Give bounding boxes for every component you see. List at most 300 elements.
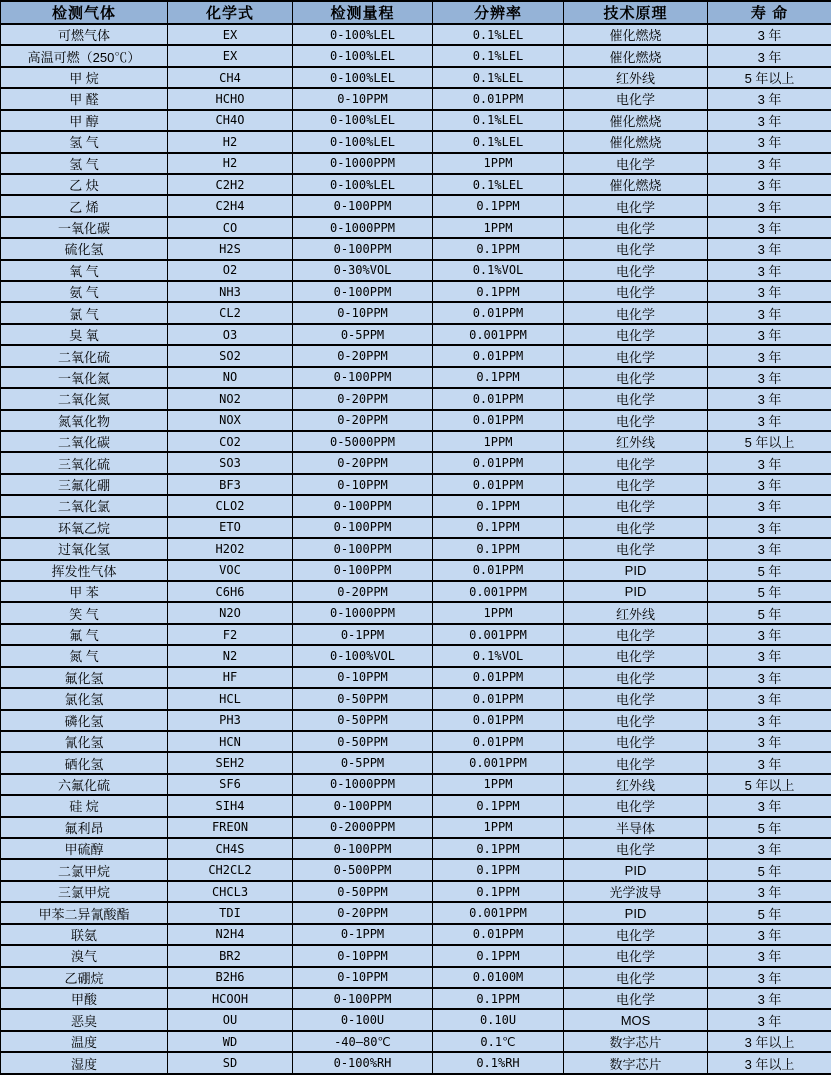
- detection-range-cell: 0-10PPM: [293, 302, 433, 323]
- table-row: [1, 538, 831, 559]
- detection-range-cell: 0-1PPM: [293, 924, 433, 945]
- gas-name-cell: 二氧化氯: [1, 495, 168, 516]
- chemical-formula-cell: H2: [168, 131, 293, 152]
- table-row: [1, 217, 831, 238]
- gas-name-cell: 一氧化氮: [1, 367, 168, 388]
- table-row: [1, 345, 831, 366]
- resolution-cell: 0.01PPM: [433, 388, 564, 409]
- gas-name-cell: 甲 苯: [1, 581, 168, 602]
- table-row: [1, 581, 831, 602]
- table-row: [1, 1031, 831, 1052]
- technology-principle-cell: 数字芯片: [564, 1052, 708, 1074]
- resolution-cell: 0.1PPM: [433, 238, 564, 259]
- table-row: [1, 388, 831, 409]
- table-row: [1, 131, 831, 152]
- gas-name-cell: 可燃气体: [1, 24, 168, 45]
- resolution-cell: 0.1PPM: [433, 881, 564, 902]
- technology-principle-cell: 电化学: [564, 388, 708, 409]
- detection-range-cell: 0-2000PPM: [293, 817, 433, 838]
- lifespan-cell: 3 年: [708, 24, 831, 45]
- resolution-cell: 0.1%LEL: [433, 131, 564, 152]
- technology-principle-cell: 数字芯片: [564, 1031, 708, 1052]
- chemical-formula-cell: NH3: [168, 281, 293, 302]
- detection-range-cell: 0-10PPM: [293, 667, 433, 688]
- lifespan-cell: 3 年: [708, 153, 831, 174]
- lifespan-cell: 3 年: [708, 795, 831, 816]
- lifespan-cell: 5 年: [708, 902, 831, 923]
- detection-range-cell: 0-100PPM: [293, 517, 433, 538]
- gas-name-cell: 环氧乙烷: [1, 517, 168, 538]
- technology-principle-cell: 电化学: [564, 967, 708, 988]
- lifespan-cell: 3 年: [708, 667, 831, 688]
- technology-principle-cell: 电化学: [564, 217, 708, 238]
- chemical-formula-cell: H2S: [168, 238, 293, 259]
- gas-name-cell: 过氧化氢: [1, 538, 168, 559]
- detection-range-cell: 0-100PPM: [293, 838, 433, 859]
- table-row: [1, 517, 831, 538]
- detection-range-cell: 0-5PPM: [293, 752, 433, 773]
- technology-principle-cell: PID: [564, 581, 708, 602]
- gas-name-cell: 三氟化硼: [1, 474, 168, 495]
- resolution-cell: 0.01PPM: [433, 667, 564, 688]
- chemical-formula-cell: CHCL3: [168, 881, 293, 902]
- resolution-cell: 0.1%LEL: [433, 45, 564, 66]
- detection-range-cell: 0-1000PPM: [293, 217, 433, 238]
- lifespan-cell: 3 年: [708, 838, 831, 859]
- table-row: [1, 1009, 831, 1030]
- resolution-cell: 0.1PPM: [433, 795, 564, 816]
- technology-principle-cell: 红外线: [564, 602, 708, 623]
- technology-principle-cell: 红外线: [564, 431, 708, 452]
- gas-name-cell: 二氧化碳: [1, 431, 168, 452]
- chemical-formula-cell: OU: [168, 1009, 293, 1030]
- gas-name-cell: 六氟化硫: [1, 774, 168, 795]
- chemical-formula-cell: HCOOH: [168, 988, 293, 1009]
- technology-principle-cell: MOS: [564, 1009, 708, 1030]
- chemical-formula-cell: FREON: [168, 817, 293, 838]
- chemical-formula-cell: CH4O: [168, 110, 293, 131]
- gas-name-cell: 臭 氧: [1, 324, 168, 345]
- table-row: [1, 795, 831, 816]
- resolution-cell: 0.1%VOL: [433, 645, 564, 666]
- technology-principle-cell: PID: [564, 560, 708, 581]
- gas-name-cell: 笑 气: [1, 602, 168, 623]
- resolution-cell: 0.01PPM: [433, 474, 564, 495]
- lifespan-cell: 3 年: [708, 260, 831, 281]
- chemical-formula-cell: N2: [168, 645, 293, 666]
- gas-name-cell: 甲 烷: [1, 67, 168, 88]
- table-row: [1, 24, 831, 45]
- resolution-cell: 0.01PPM: [433, 560, 564, 581]
- lifespan-cell: 3 年: [708, 731, 831, 752]
- chemical-formula-cell: F2: [168, 624, 293, 645]
- resolution-cell: 0.001PPM: [433, 324, 564, 345]
- table-row: [1, 45, 831, 66]
- table-row: [1, 260, 831, 281]
- technology-principle-cell: 电化学: [564, 988, 708, 1009]
- chemical-formula-cell: C2H4: [168, 195, 293, 216]
- lifespan-cell: 3 年: [708, 302, 831, 323]
- detection-range-cell: -40—80℃: [293, 1031, 433, 1052]
- detection-range-cell: 0-1000PPM: [293, 774, 433, 795]
- gas-name-cell: 氢 气: [1, 131, 168, 152]
- detection-range-cell: 0-50PPM: [293, 710, 433, 731]
- resolution-cell: 0.1%LEL: [433, 174, 564, 195]
- lifespan-cell: 3 年: [708, 495, 831, 516]
- gas-name-cell: 氟利昂: [1, 817, 168, 838]
- table-row: [1, 367, 831, 388]
- detection-range-cell: 0-10PPM: [293, 88, 433, 109]
- detection-range-cell: 0-5000PPM: [293, 431, 433, 452]
- chemical-formula-cell: SO3: [168, 452, 293, 473]
- lifespan-cell: 3 年: [708, 88, 831, 109]
- detection-range-cell: 0-100PPM: [293, 538, 433, 559]
- technology-principle-cell: 催化燃烧: [564, 131, 708, 152]
- table-row: [1, 153, 831, 174]
- chemical-formula-cell: NO: [168, 367, 293, 388]
- gas-name-cell: 溴气: [1, 945, 168, 966]
- lifespan-cell: 3 年: [708, 174, 831, 195]
- gas-name-cell: 氯化氢: [1, 688, 168, 709]
- column-header-formula: 化学式: [168, 1, 293, 24]
- table-row: [1, 924, 831, 945]
- chemical-formula-cell: N2H4: [168, 924, 293, 945]
- technology-principle-cell: 电化学: [564, 838, 708, 859]
- lifespan-cell: 3 年: [708, 945, 831, 966]
- table-row: [1, 967, 831, 988]
- lifespan-cell: 5 年: [708, 817, 831, 838]
- lifespan-cell: 5 年: [708, 859, 831, 880]
- detection-range-cell: 0-50PPM: [293, 688, 433, 709]
- detection-range-cell: 0-20PPM: [293, 902, 433, 923]
- gas-name-cell: 乙 烯: [1, 195, 168, 216]
- table-row: [1, 410, 831, 431]
- detection-range-cell: 0-20PPM: [293, 388, 433, 409]
- detection-range-cell: 0-100%LEL: [293, 174, 433, 195]
- gas-name-cell: 一氧化碳: [1, 217, 168, 238]
- table-body: [1, 24, 831, 1074]
- technology-principle-cell: 电化学: [564, 281, 708, 302]
- chemical-formula-cell: VOC: [168, 560, 293, 581]
- technology-principle-cell: 电化学: [564, 302, 708, 323]
- resolution-cell: 0.1PPM: [433, 538, 564, 559]
- technology-principle-cell: PID: [564, 902, 708, 923]
- detection-range-cell: 0-50PPM: [293, 881, 433, 902]
- detection-range-cell: 0-10PPM: [293, 945, 433, 966]
- table-row: [1, 560, 831, 581]
- table-row: [1, 945, 831, 966]
- technology-principle-cell: 电化学: [564, 517, 708, 538]
- resolution-cell: 0.1PPM: [433, 988, 564, 1009]
- chemical-formula-cell: CH4: [168, 67, 293, 88]
- chemical-formula-cell: TDI: [168, 902, 293, 923]
- table-row: [1, 110, 831, 131]
- detection-range-cell: 0-100PPM: [293, 238, 433, 259]
- technology-principle-cell: 电化学: [564, 710, 708, 731]
- resolution-cell: 1PPM: [433, 431, 564, 452]
- chemical-formula-cell: NO2: [168, 388, 293, 409]
- lifespan-cell: 3 年: [708, 1009, 831, 1030]
- table-row: [1, 195, 831, 216]
- chemical-formula-cell: O2: [168, 260, 293, 281]
- resolution-cell: 0.1PPM: [433, 495, 564, 516]
- gas-name-cell: 甲 醛: [1, 88, 168, 109]
- lifespan-cell: 3 年: [708, 752, 831, 773]
- column-header-range: 检测量程: [293, 1, 433, 24]
- resolution-cell: 0.1℃: [433, 1031, 564, 1052]
- chemical-formula-cell: HF: [168, 667, 293, 688]
- resolution-cell: 0.1PPM: [433, 838, 564, 859]
- technology-principle-cell: 光学波导: [564, 881, 708, 902]
- gas-name-cell: 甲 醇: [1, 110, 168, 131]
- gas-name-cell: 磷化氢: [1, 710, 168, 731]
- table-row: [1, 602, 831, 623]
- chemical-formula-cell: ETO: [168, 517, 293, 538]
- resolution-cell: 0.01PPM: [433, 924, 564, 945]
- resolution-cell: 0.0100M: [433, 967, 564, 988]
- lifespan-cell: 3 年: [708, 538, 831, 559]
- chemical-formula-cell: B2H6: [168, 967, 293, 988]
- resolution-cell: 0.01PPM: [433, 731, 564, 752]
- technology-principle-cell: 电化学: [564, 345, 708, 366]
- detection-range-cell: 0-1000PPM: [293, 602, 433, 623]
- resolution-cell: 0.001PPM: [433, 752, 564, 773]
- table-row: [1, 495, 831, 516]
- technology-principle-cell: 电化学: [564, 260, 708, 281]
- table-row: [1, 67, 831, 88]
- lifespan-cell: 3 年: [708, 131, 831, 152]
- resolution-cell: 0.01PPM: [433, 88, 564, 109]
- chemical-formula-cell: SO2: [168, 345, 293, 366]
- resolution-cell: 0.001PPM: [433, 624, 564, 645]
- gas-name-cell: 氰化氢: [1, 731, 168, 752]
- table-row: [1, 688, 831, 709]
- detection-range-cell: 0-10PPM: [293, 474, 433, 495]
- gas-name-cell: 二氧化氮: [1, 388, 168, 409]
- detection-range-cell: 0-100%LEL: [293, 45, 433, 66]
- table-row: [1, 238, 831, 259]
- gas-name-cell: 氯 气: [1, 302, 168, 323]
- detection-range-cell: 0-100U: [293, 1009, 433, 1030]
- detection-range-cell: 0-100PPM: [293, 367, 433, 388]
- technology-principle-cell: 电化学: [564, 945, 708, 966]
- resolution-cell: 1PPM: [433, 774, 564, 795]
- resolution-cell: 0.01PPM: [433, 410, 564, 431]
- gas-name-cell: 氨 气: [1, 281, 168, 302]
- table-row: [1, 774, 831, 795]
- lifespan-cell: 3 年: [708, 624, 831, 645]
- resolution-cell: 0.01PPM: [433, 710, 564, 731]
- resolution-cell: 0.1%RH: [433, 1052, 564, 1074]
- table-row: [1, 452, 831, 473]
- lifespan-cell: 3 年: [708, 388, 831, 409]
- gas-name-cell: 联氨: [1, 924, 168, 945]
- chemical-formula-cell: CO: [168, 217, 293, 238]
- technology-principle-cell: 半导体: [564, 817, 708, 838]
- technology-principle-cell: 电化学: [564, 88, 708, 109]
- table-row: [1, 324, 831, 345]
- detection-range-cell: 0-50PPM: [293, 731, 433, 752]
- technology-principle-cell: 电化学: [564, 153, 708, 174]
- resolution-cell: 0.10U: [433, 1009, 564, 1030]
- lifespan-cell: 3 年: [708, 988, 831, 1009]
- chemical-formula-cell: NOX: [168, 410, 293, 431]
- resolution-cell: 1PPM: [433, 817, 564, 838]
- chemical-formula-cell: BR2: [168, 945, 293, 966]
- table-row: [1, 817, 831, 838]
- table-row: [1, 881, 831, 902]
- technology-principle-cell: 电化学: [564, 495, 708, 516]
- detection-range-cell: 0-100%RH: [293, 1052, 433, 1074]
- technology-principle-cell: 电化学: [564, 195, 708, 216]
- lifespan-cell: 3 年: [708, 324, 831, 345]
- detection-range-cell: 0-100PPM: [293, 795, 433, 816]
- detection-range-cell: 0-100%VOL: [293, 645, 433, 666]
- technology-principle-cell: 红外线: [564, 67, 708, 88]
- table-row: [1, 1052, 831, 1074]
- resolution-cell: 0.1PPM: [433, 945, 564, 966]
- table-row: [1, 302, 831, 323]
- technology-principle-cell: 电化学: [564, 924, 708, 945]
- resolution-cell: 0.1%VOL: [433, 260, 564, 281]
- table-row: [1, 174, 831, 195]
- lifespan-cell: 3 年: [708, 881, 831, 902]
- resolution-cell: 0.1PPM: [433, 517, 564, 538]
- gas-name-cell: 二氧化硫: [1, 345, 168, 366]
- table-row: [1, 902, 831, 923]
- technology-principle-cell: 催化燃烧: [564, 174, 708, 195]
- lifespan-cell: 5 年以上: [708, 67, 831, 88]
- chemical-formula-cell: SF6: [168, 774, 293, 795]
- gas-name-cell: 氧 气: [1, 260, 168, 281]
- chemical-formula-cell: C2H2: [168, 174, 293, 195]
- gas-name-cell: 挥发性气体: [1, 560, 168, 581]
- resolution-cell: 1PPM: [433, 217, 564, 238]
- lifespan-cell: 3 年: [708, 410, 831, 431]
- chemical-formula-cell: CLO2: [168, 495, 293, 516]
- technology-principle-cell: 电化学: [564, 452, 708, 473]
- lifespan-cell: 3 年: [708, 345, 831, 366]
- lifespan-cell: 3 年: [708, 645, 831, 666]
- detection-range-cell: 0-100PPM: [293, 281, 433, 302]
- resolution-cell: 0.1PPM: [433, 859, 564, 880]
- lifespan-cell: 3 年: [708, 110, 831, 131]
- table-row: [1, 710, 831, 731]
- resolution-cell: 0.1%LEL: [433, 24, 564, 45]
- table-row: [1, 988, 831, 1009]
- detection-range-cell: 0-500PPM: [293, 859, 433, 880]
- detection-range-cell: 0-100%LEL: [293, 24, 433, 45]
- gas-name-cell: 三氯甲烷: [1, 881, 168, 902]
- lifespan-cell: 3 年: [708, 710, 831, 731]
- table-row: [1, 731, 831, 752]
- resolution-cell: 0.1PPM: [433, 367, 564, 388]
- gas-name-cell: 氟化氢: [1, 667, 168, 688]
- gas-name-cell: 氢 气: [1, 153, 168, 174]
- chemical-formula-cell: H2O2: [168, 538, 293, 559]
- resolution-cell: 0.01PPM: [433, 302, 564, 323]
- column-header-gas: 检测气体: [1, 1, 168, 24]
- table-row: [1, 281, 831, 302]
- technology-principle-cell: 催化燃烧: [564, 110, 708, 131]
- table-row: [1, 88, 831, 109]
- chemical-formula-cell: C6H6: [168, 581, 293, 602]
- resolution-cell: 1PPM: [433, 153, 564, 174]
- detection-range-cell: 0-20PPM: [293, 345, 433, 366]
- chemical-formula-cell: CO2: [168, 431, 293, 452]
- resolution-cell: 0.01PPM: [433, 345, 564, 366]
- table-row: [1, 838, 831, 859]
- detection-range-cell: 0-1000PPM: [293, 153, 433, 174]
- chemical-formula-cell: SIH4: [168, 795, 293, 816]
- resolution-cell: 0.01PPM: [433, 688, 564, 709]
- technology-principle-cell: 电化学: [564, 688, 708, 709]
- detection-range-cell: 0-30%VOL: [293, 260, 433, 281]
- technology-principle-cell: 电化学: [564, 367, 708, 388]
- gas-name-cell: 硒化氢: [1, 752, 168, 773]
- lifespan-cell: 3 年: [708, 195, 831, 216]
- technology-principle-cell: 红外线: [564, 774, 708, 795]
- lifespan-cell: 5 年: [708, 560, 831, 581]
- table-row: [1, 859, 831, 880]
- technology-principle-cell: 电化学: [564, 795, 708, 816]
- chemical-formula-cell: SD: [168, 1052, 293, 1074]
- detection-range-cell: 0-5PPM: [293, 324, 433, 345]
- detection-range-cell: 0-1PPM: [293, 624, 433, 645]
- chemical-formula-cell: CL2: [168, 302, 293, 323]
- technology-principle-cell: 电化学: [564, 474, 708, 495]
- chemical-formula-cell: WD: [168, 1031, 293, 1052]
- technology-principle-cell: PID: [564, 859, 708, 880]
- detection-range-cell: 0-100PPM: [293, 988, 433, 1009]
- resolution-cell: 0.1PPM: [433, 281, 564, 302]
- chemical-formula-cell: CH2CL2: [168, 859, 293, 880]
- chemical-formula-cell: SEH2: [168, 752, 293, 773]
- resolution-cell: 0.001PPM: [433, 902, 564, 923]
- chemical-formula-cell: EX: [168, 45, 293, 66]
- lifespan-cell: 3 年以上: [708, 1031, 831, 1052]
- header-row: [1, 1, 831, 24]
- gas-name-cell: 乙 炔: [1, 174, 168, 195]
- resolution-cell: 0.01PPM: [433, 452, 564, 473]
- technology-principle-cell: 电化学: [564, 645, 708, 666]
- gas-name-cell: 高温可燃（250℃）: [1, 45, 168, 66]
- resolution-cell: 0.001PPM: [433, 581, 564, 602]
- chemical-formula-cell: CH4S: [168, 838, 293, 859]
- chemical-formula-cell: HCHO: [168, 88, 293, 109]
- lifespan-cell: 3 年以上: [708, 1052, 831, 1074]
- lifespan-cell: 3 年: [708, 967, 831, 988]
- column-header-lifespan: 寿 命: [708, 1, 831, 24]
- lifespan-cell: 5 年: [708, 581, 831, 602]
- gas-name-cell: 三氧化硫: [1, 452, 168, 473]
- chemical-formula-cell: HCN: [168, 731, 293, 752]
- detection-range-cell: 0-100%LEL: [293, 110, 433, 131]
- gas-name-cell: 甲硫醇: [1, 838, 168, 859]
- detection-range-cell: 0-10PPM: [293, 967, 433, 988]
- technology-principle-cell: 催化燃烧: [564, 45, 708, 66]
- lifespan-cell: 3 年: [708, 238, 831, 259]
- lifespan-cell: 3 年: [708, 474, 831, 495]
- lifespan-cell: 5 年以上: [708, 774, 831, 795]
- resolution-cell: 0.1PPM: [433, 195, 564, 216]
- table-row: [1, 752, 831, 773]
- technology-principle-cell: 电化学: [564, 667, 708, 688]
- table-row: [1, 624, 831, 645]
- lifespan-cell: 3 年: [708, 217, 831, 238]
- gas-name-cell: 二氯甲烷: [1, 859, 168, 880]
- column-header-principle: 技术原理: [564, 1, 708, 24]
